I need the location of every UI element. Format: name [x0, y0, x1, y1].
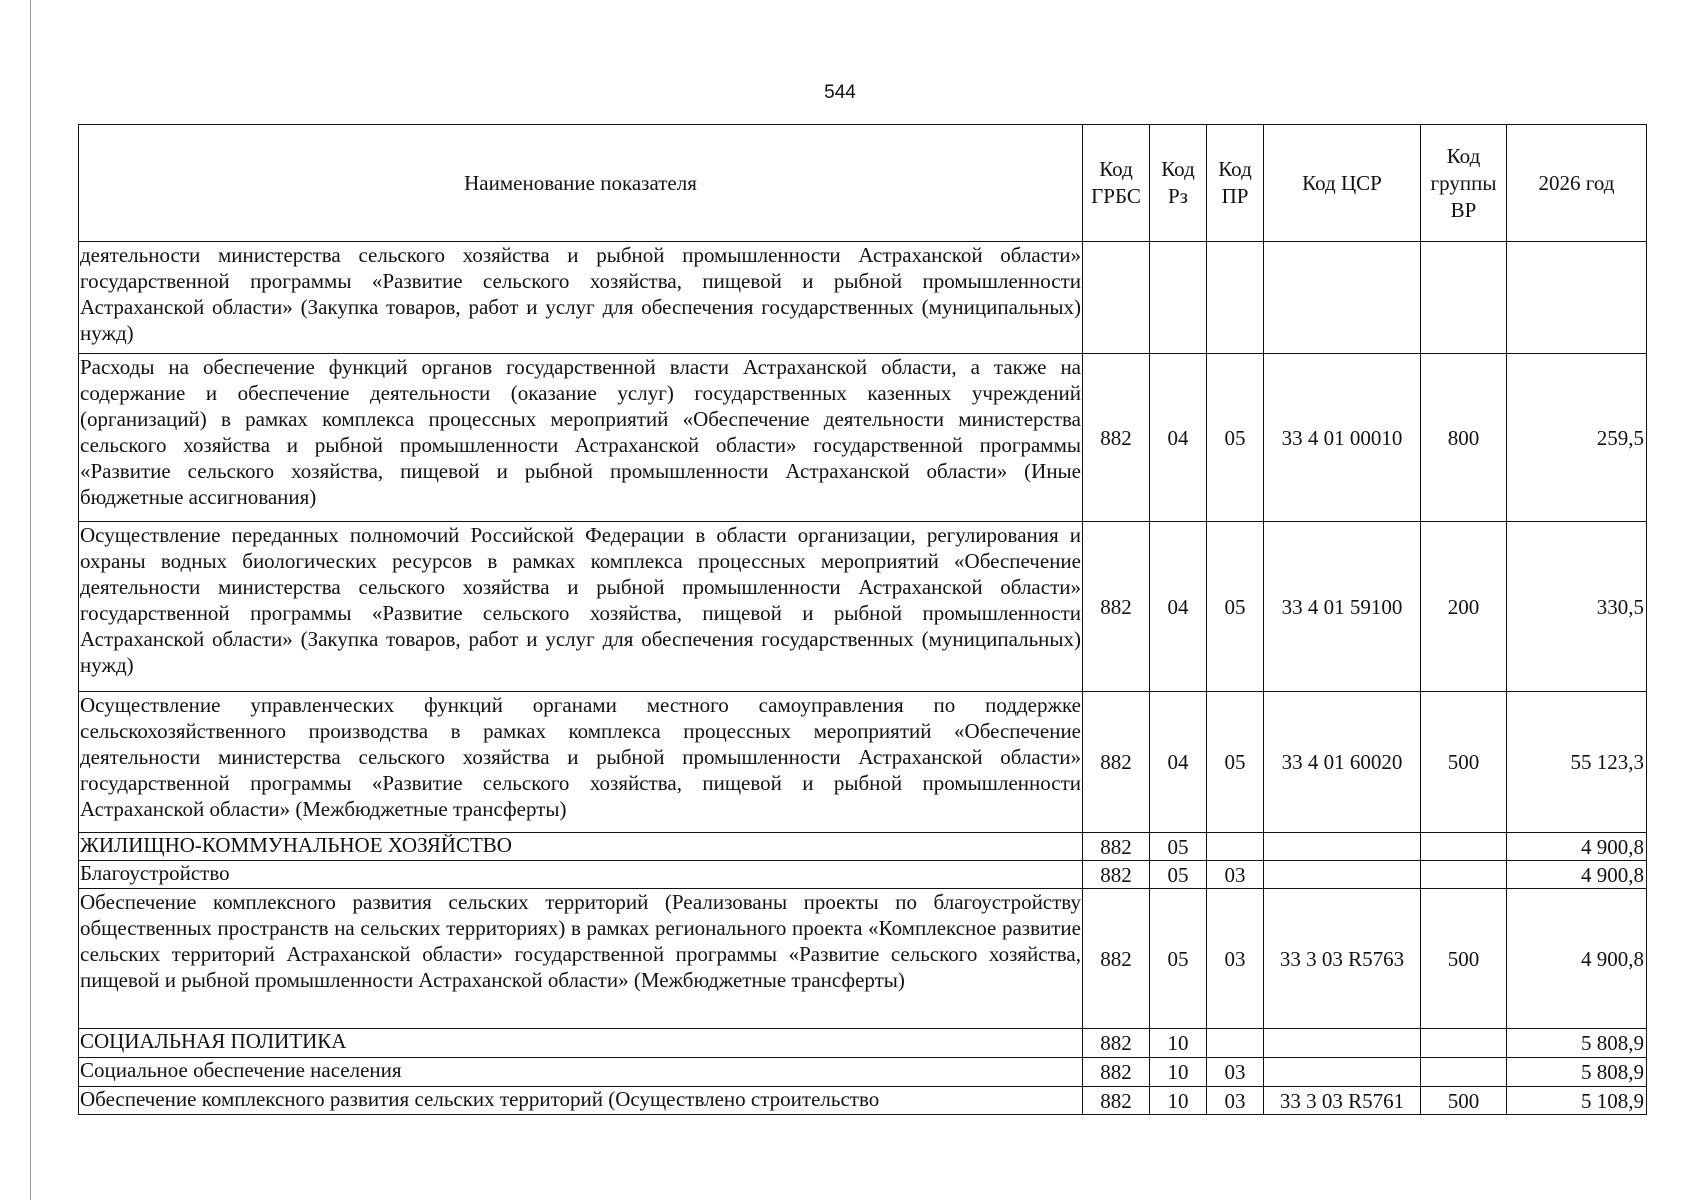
row-vr — [1421, 1058, 1507, 1087]
header-pr: Код ПР — [1207, 125, 1264, 242]
row-csr — [1264, 861, 1421, 889]
row-amount — [1507, 242, 1647, 354]
row-csr — [1264, 1058, 1421, 1087]
row-pr: 03 — [1207, 889, 1264, 1029]
row-rz: 05 — [1150, 833, 1207, 861]
row-grbs: 882 — [1083, 354, 1150, 522]
row-amount: 4 900,8 — [1507, 833, 1647, 861]
row-amount: 55 123,3 — [1507, 692, 1647, 833]
row-name: Обеспечение комплексного развития сельских территорий (Осуществлено строительство — [79, 1087, 1083, 1115]
row-vr: 500 — [1421, 889, 1507, 1029]
row-rz: 10 — [1150, 1058, 1207, 1087]
row-vr — [1421, 1029, 1507, 1058]
row-csr: 33 4 01 00010 — [1264, 354, 1421, 522]
table-row — [79, 833, 1647, 861]
row-pr — [1207, 242, 1264, 354]
row-vr: 200 — [1421, 522, 1507, 692]
row-rz: 05 — [1150, 889, 1207, 1029]
table-row — [79, 692, 1647, 833]
row-csr — [1264, 242, 1421, 354]
header-rz: Код Рз — [1150, 125, 1207, 242]
row-csr: 33 4 01 60020 — [1264, 692, 1421, 833]
row-pr: 05 — [1207, 692, 1264, 833]
table-row — [79, 1058, 1647, 1087]
row-rz: 05 — [1150, 861, 1207, 889]
row-pr: 03 — [1207, 1087, 1264, 1115]
row-amount: 330,5 — [1507, 522, 1647, 692]
header-vr: Код группы ВР — [1421, 125, 1507, 242]
page-margin-line — [30, 0, 31, 1200]
row-amount: 259,5 — [1507, 354, 1647, 522]
row-csr: 33 3 03 R5761 — [1264, 1087, 1421, 1115]
row-grbs: 882 — [1083, 1087, 1150, 1115]
header-csr: Код ЦСР — [1264, 125, 1421, 242]
row-vr — [1421, 861, 1507, 889]
row-grbs: 882 — [1083, 1029, 1150, 1058]
table-row — [79, 354, 1647, 522]
row-name: СОЦИАЛЬНАЯ ПОЛИТИКА — [79, 1029, 1083, 1058]
header-name: Наименование показателя — [79, 125, 1083, 242]
row-rz: 10 — [1150, 1029, 1207, 1058]
budget-table — [78, 124, 1647, 1115]
row-name: Осуществление управленческих функций органами местного самоуправления по поддержке сельскохозяйственного производства в рамках комплекса процессных мероприятий «Обеспечение деятельности министерства сельского хозяйства и рыбной промышленности Астраханской области» государственной программы «Развитие сельского хозяйства, пищевой и рыбной промышленности Астраханской области» (Межбюджетные трансферты) — [79, 692, 1083, 833]
row-pr: 03 — [1207, 861, 1264, 889]
row-name: деятельности министерства сельского хозяйства и рыбной промышленности Астраханской области» государственной программы «Развитие сельского хозяйства, пищевой и рыбной промышленности Астраханской области» (Закупка товаров, работ и услуг для обеспечения государственных (муниципальных) нужд) — [79, 242, 1083, 354]
row-rz: 04 — [1150, 354, 1207, 522]
row-amount: 5 108,9 — [1507, 1087, 1647, 1115]
row-csr: 33 4 01 59100 — [1264, 522, 1421, 692]
row-name: Социальное обеспечение населения — [79, 1058, 1083, 1087]
row-name: Обеспечение комплексного развития сельских территорий (Реализованы проекты по благоустройству общественных пространств на сельских территориях) в рамках регионального проекта «Комплексное развитие сельских территорий Астраханской области» государственной программы «Развитие сельского хозяйства, пищевой и рыбной промышленности Астраханской области» (Межбюджетные трансферты) — [79, 889, 1083, 1029]
row-vr: 500 — [1421, 692, 1507, 833]
header-year: 2026 год — [1507, 125, 1647, 242]
row-pr — [1207, 1029, 1264, 1058]
row-name: ЖИЛИЩНО-КОММУНАЛЬНОЕ ХОЗЯЙСТВО — [79, 833, 1083, 861]
row-rz: 04 — [1150, 692, 1207, 833]
row-rz — [1150, 242, 1207, 354]
row-vr — [1421, 833, 1507, 861]
row-vr: 500 — [1421, 1087, 1507, 1115]
table-row — [79, 1087, 1647, 1115]
table-row — [79, 889, 1647, 1029]
row-grbs: 882 — [1083, 692, 1150, 833]
row-grbs: 882 — [1083, 522, 1150, 692]
row-pr: 05 — [1207, 354, 1264, 522]
row-amount: 5 808,9 — [1507, 1029, 1647, 1058]
table-row — [79, 522, 1647, 692]
row-grbs: 882 — [1083, 861, 1150, 889]
row-amount: 4 900,8 — [1507, 889, 1647, 1029]
row-vr: 800 — [1421, 354, 1507, 522]
page-number: 544 — [824, 82, 856, 103]
row-pr: 03 — [1207, 1058, 1264, 1087]
row-rz: 10 — [1150, 1087, 1207, 1115]
row-csr: 33 3 03 R5763 — [1264, 889, 1421, 1029]
row-grbs: 882 — [1083, 1058, 1150, 1087]
row-csr — [1264, 1029, 1421, 1058]
header-grbs: Код ГРБС — [1083, 125, 1150, 242]
table-row — [79, 861, 1647, 889]
row-amount: 5 808,9 — [1507, 1058, 1647, 1087]
row-name: Осуществление переданных полномочий Российской Федерации в области организации, регулирования и охраны водных биологических ресурсов в рамках комплекса процессных мероприятий «Обеспечение деятельности министерства сельского хозяйства и рыбной промышленности Астраханской области» государственной программы «Развитие сельского хозяйства, пищевой и рыбной промышленности Астраханской области» (Закупка товаров, работ и услуг для обеспечения государственных (муниципальных) нужд) — [79, 522, 1083, 692]
row-pr — [1207, 833, 1264, 861]
row-grbs: 882 — [1083, 833, 1150, 861]
table-row — [79, 242, 1647, 354]
row-vr — [1421, 242, 1507, 354]
row-grbs — [1083, 242, 1150, 354]
row-amount: 4 900,8 — [1507, 861, 1647, 889]
table-header-row — [79, 125, 1647, 242]
table-row — [79, 1029, 1647, 1058]
row-pr: 05 — [1207, 522, 1264, 692]
row-rz: 04 — [1150, 522, 1207, 692]
row-grbs: 882 — [1083, 889, 1150, 1029]
row-name: Благоустройство — [79, 861, 1083, 889]
row-csr — [1264, 833, 1421, 861]
row-name: Расходы на обеспечение функций органов государственной власти Астраханской области, а также на содержание и обеспечение деятельности (оказание услуг) государственных казенных учреждений (организаций) в рамках комплекса процессных мероприятий «Обеспечение деятельности министерства сельского хозяйства и рыбной промышленности Астраханской области» государственной программы «Развитие сельского хозяйства, пищевой и рыбной промышленности Астраханской области» (Иные бюджетные ассигнования) — [79, 354, 1083, 522]
